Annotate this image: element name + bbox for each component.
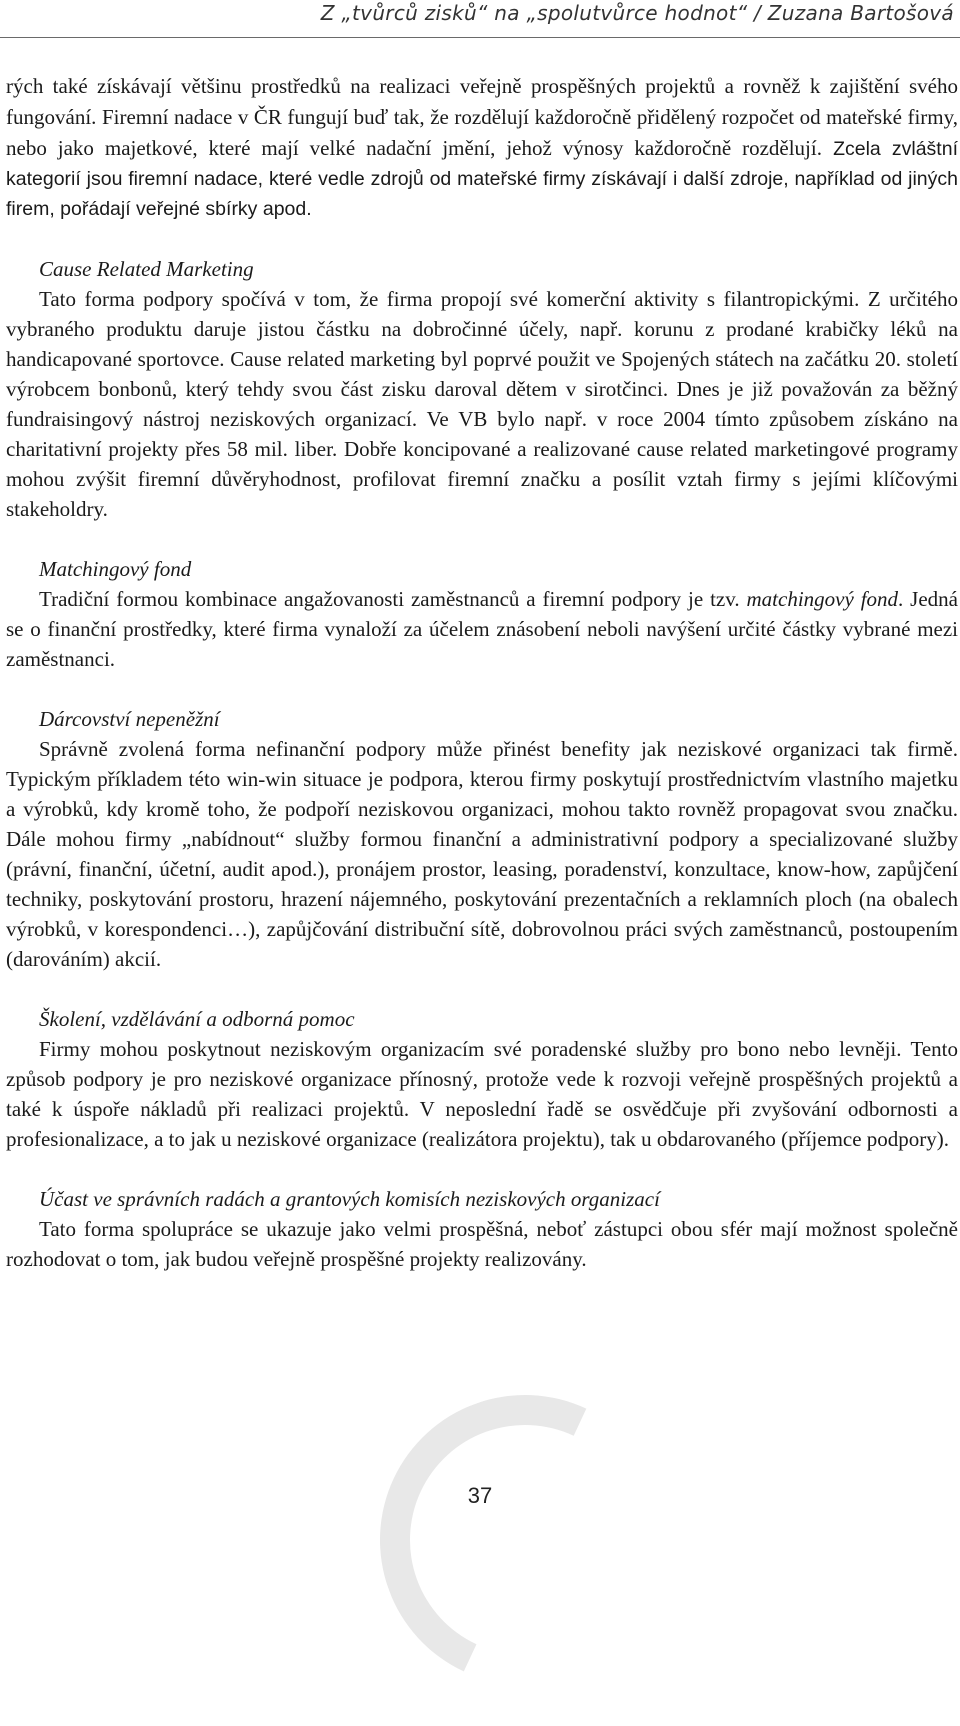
- section-ucast-ve-spravnich-radach: [6, 1184, 958, 1274]
- running-title: Z „tvůrců zisků“ na „spolutvůrce hodnot“ / Zuzana Bartošová: [320, 1, 954, 25]
- decorative-arc: [339, 1354, 711, 1726]
- section-skoleni: [6, 1004, 958, 1154]
- section-paragraph: [6, 584, 958, 674]
- section-darcovstvi-nepenezni: [6, 704, 958, 974]
- emphasized-term: matchingový fond: [746, 587, 899, 611]
- paragraph-text: . Jedná se o finanční prostředky, které firma vynaloží za účelem znásobení neboli navýšení určité částky vybrané mezi zaměstnanci.: [6, 587, 958, 671]
- page-body: [6, 71, 958, 1274]
- running-header: [0, 0, 960, 38]
- section-heading: Cause Related Marketing: [39, 257, 254, 281]
- section-paragraph: Správně zvolená forma nefinanční podpory může přinést benefity jak neziskové organizaci tak firmě. Typickým příkladem této win-win situace je podpora, kterou firmy poskytují prostřednictvím vlastního majetku a výrobků, kdy kromě toho, že podpoří neziskovou organizaci, mohou takto rovněž propagovat svou značku. Dále mohou firmy „nabídnout“ služby formou finanční a administrativní podpory a specializované služby (právní, finanční, účetní, audit apod.), pronájem prostor, leasing, poradenství, konzultace, know-how, zapůjčení techniky, poskytování prostoru, hrazení nájemného, poskytování prezentačních a reklamních ploch (na obalech výrobků, v korespondenci…), zapůjčování distribuční sítě, dobrovolnou práci svých zaměstnanců, postoupením (darováním) akcií.: [6, 737, 958, 971]
- page-number: 37: [467, 1483, 493, 1508]
- intro-paragraph: [6, 71, 958, 224]
- intro-text-sans: Zcela zvláštní kategorií jsou firemní nadace, které vedle zdrojů od mateřské firmy získávají i další zdroje, například od jiných firem, pořádají veřejné sbírky apod.: [6, 138, 958, 220]
- section-paragraph: Tato forma podpory spočívá v tom, že firma propojí své komerční aktivity s filantropickými. Z určitého vybraného produktu daruje jistou částku na dobročinné účely, např. korunu z prodané krabičky léků na handicapované sportovce. Cause related marketing byl poprvé použit ve Spojených státech na začátku 20. století výrobcem bonbonů, který tehdy svou část zisku daroval dětem v sirotčinci. Dnes je již považován za běžný fundraisingový nástroj neziskových organizací. Ve VB bylo např. v roce 2004 tímto způsobem získáno na charitativní projekty přes 58 mil. liber. Dobře koncipované a realizované cause related marketingové programy mohou zvýšit firemní důvěryhodnost, profilovat firemní značku a posílit vztah firmy s jejími klíčovými stakeholdry.: [6, 287, 958, 521]
- section-cause-related-marketing: [6, 254, 958, 524]
- section-matchingovy-fond: [6, 554, 958, 674]
- section-heading: Účast ve správních radách a grantových komisích neziskových organizací: [39, 1187, 660, 1211]
- section-heading: Dárcovství nepeněžní: [39, 707, 220, 731]
- paragraph-text: Tradiční formou kombinace angažovanosti zaměstnanců a firemní podpory je tzv.: [39, 587, 747, 611]
- section-paragraph: Tato forma spolupráce se ukazuje jako velmi prospěšná, neboť zástupci obou sfér mají možnost společně rozhodovat o tom, jak budou veřejně prospěšné projekty realizovány.: [6, 1217, 958, 1271]
- section-heading: Školení, vzdělávání a odborná pomoc: [39, 1007, 355, 1031]
- section-paragraph: Firmy mohou poskytnout neziskovým organizacím své poradenské služby pro bono nebo levněji. Tento způsob podpory je pro neziskové organizace přínosný, protože vede k rozvoji veřejně prospěšných projektů a také k úspoře nákladů při realizaci projektů. V neposlední řadě se osvědčuje při zvyšování odbornosti a profesionalizace, a to jak u neziskové organizace (realizátora projektu), tak u obdarovaného (příjemce podpory).: [6, 1037, 958, 1151]
- intro-text-serif: rých také získávají většinu prostředků na realizaci veřejně prospěšných projektů a rovněž k zajištění svého fungování. Firemní nadace v ČR fungují buď tak, že rozdělují každoročně přidělený rozpočet od mateřské firmy, nebo jako majetkové, které mají velké nadační jmění, jehož výnosy každoročně rozdělují.: [6, 74, 958, 160]
- section-heading: Matchingový fond: [39, 557, 192, 581]
